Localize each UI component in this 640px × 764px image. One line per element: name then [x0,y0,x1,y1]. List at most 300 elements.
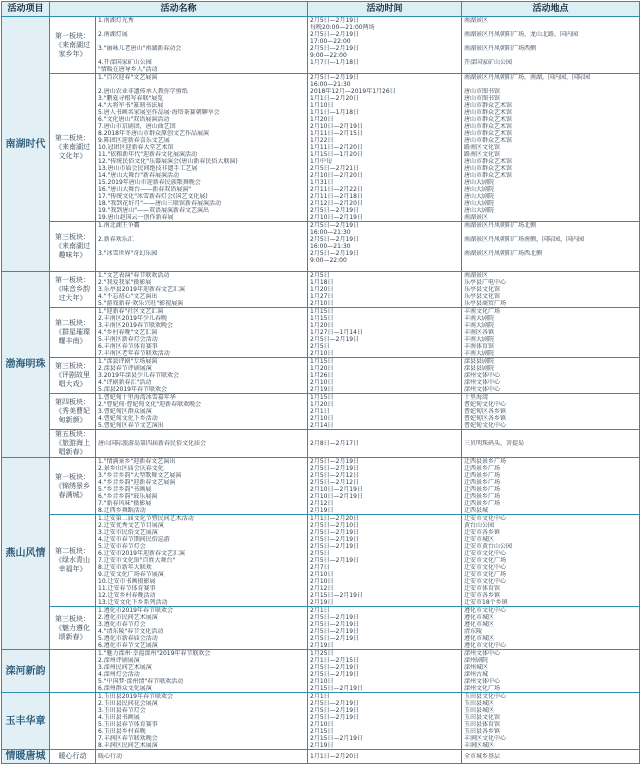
activity-location: 滦县县剧院 [464,365,495,372]
activity-name: 3.迁安市民俗文艺展演 [98,529,158,536]
activity-name: 9.陈团区迎新春喜乐文艺展 [98,137,170,144]
activity-location: 丰南大剧院 [464,322,495,329]
section-label: 第一板块：《味音乡韵过大年》 [50,272,96,308]
activity-location: 南湖景区丹凤朝阳广场，龙山北路，国内园 [464,31,579,38]
activity-name: 5.遵化市新春庙会活动 [98,635,158,642]
activity-location: 曹妃甸文化中心 [464,401,507,408]
activity-location: 丰南区各镇 [464,329,495,336]
activity-name: 4."乡村春晚"文艺汇演 [98,329,158,336]
activity-name: 2.新春欢乐汇 [98,236,134,243]
activity-name: 6."乡音乡韵"鼓乐展演 [98,493,158,500]
activity-location: 丰南大剧院 [464,350,495,357]
activity-location: 迁安市各乡镇 [464,592,501,599]
activity-times [308,607,462,650]
activity-location: 南湖景区 [464,272,489,279]
activity-time: 1月1日—1月18日 [310,109,360,116]
activity-time: 2月1日 [310,693,330,700]
section-row [2,607,640,650]
activity-time: 2月14日 [310,422,334,429]
activity-name: 2.迁安优秀文艺节目展演 [98,522,164,529]
activity-time: 2月10日—2月19日 [310,493,363,500]
activity-time: 16:00—21:30 [310,243,351,250]
activity-time: 1月22日 [310,137,334,144]
activity-time: 2月11日—2月18日 [310,193,363,200]
activity-time: 每晚20:00—21:00两场 [310,24,375,31]
activity-location: 滦州文体中心 [464,379,501,386]
activity-time: 2月10日—2月19日 [310,123,363,130]
project-row [2,650,640,693]
activity-name: "情暖在唐导乡人"活动 [98,66,158,73]
activity-names [96,222,308,272]
activity-time: 1月11日—2月20日 [310,144,363,151]
activity-location: 唐山大剧院 [464,193,495,200]
activity-time: 2月1日 [310,408,330,415]
activity-time: 2月10日 [310,571,334,578]
activity-name: 4."不忘初心"文艺演出 [98,293,158,300]
activity-location: 开滦国家矿山公园 [464,59,513,66]
table-body [2,17,640,764]
activity-name: 7.丰南区老年春节联欢活动 [98,350,170,357]
activity-time: 2月10日 [310,379,334,386]
section-label: 第二板块：《群星璀璨耀丰南》 [50,308,96,358]
activity-time: 2月5日—2月19日 [310,700,360,707]
activity-location: 唐山大剧院 [464,186,495,193]
activity-name: 8.2018年冬唐山市群众原创文艺作品展演 [98,130,209,137]
activity-location: 唐山市群众艺术馆 [464,165,513,172]
activity-location [464,66,637,73]
activity-time: 2月8日—2月17日 [310,440,360,447]
section-label: 暖心行动 [50,750,96,764]
activity-name: 暖心行动 [98,753,123,760]
activity-time: 2月5日—2月19日 [310,236,360,243]
activity-name: 5.玉田县春节体育赛事 [98,721,158,728]
section-label: 第三板块：《魅力遵化颂新春》 [50,607,96,650]
activity-location: 滦州文化广场 [464,685,501,692]
activity-location: 迁安市体育馆 [464,585,501,592]
activity-location: 滦县县剧院 [464,358,495,365]
activity-location: 唐山市群众艺术馆 [464,158,513,165]
activity-location: 三贝明珠码头，菩提岛 [464,440,525,447]
activity-time: 1月20日 [310,286,334,293]
activity-time: 1月中旬 [310,158,332,165]
activity-location: 迁安市文化广场 [464,571,507,578]
activity-location: 唐山市群众艺术馆 [464,172,513,179]
activity-name [98,52,305,59]
activity-time: 1月27日—1月14日 [310,329,363,336]
activity-location: 南湖景区丹凤朝阳广场北侧 [464,222,537,229]
activity-location: 南湖景区 [464,214,489,221]
activity-name: 10.冠团区迎新春大堂艺术馆 [98,144,174,151]
activity-location: 唐山市群众艺术馆 [464,109,513,116]
activity-location: 迁安市文化广场 [464,557,507,564]
activity-location: 唐山市群众艺术馆 [464,130,513,137]
activity-time: 2月15日—2月19日 [310,685,363,692]
activity-times [308,272,462,308]
project-row [2,750,640,764]
activity-location: 唐山大剧院 [464,179,495,186]
activity-time: 2月1日 [310,607,330,614]
activity-name: 19.唐山赵国云一创作新春展 [98,214,174,221]
project-title: 渤海明珠 [2,272,50,458]
activity-times [308,308,462,358]
activity-location: 乐亭县广电中心 [464,279,507,286]
activity-name: 5."乡音乡韵"书画展 [98,486,152,493]
activity-location: 路南区文化馆 [464,144,501,151]
activity-name: 1.曹妃甸十里海湾冰雪嘉年华 [98,394,176,401]
activity-time: 2月5日 [310,272,330,279]
activity-name: 11."依粮新年代"迎新春文化展演活动 [98,151,198,158]
activity-names [96,358,308,394]
activity-name: 1."迎新春"社区文艺汇演 [98,308,164,315]
activity-location: 丰南大剧院 [464,315,495,322]
activity-name: 8.迁安市新年大联欢 [98,564,152,571]
activity-location: 南湖景区丹凤朝阳广场，南湖，国内园，国际园 [464,74,591,81]
activity-times [308,458,462,515]
activity-time: 2月5日—2月19日 [310,664,360,671]
activity-name: 2.南湖灯展 [98,31,128,38]
activity-time: 2月19日 [310,507,334,514]
project-title: 燕山风情 [2,458,50,650]
section-label: 第三板块：《来南湖过趣味年》 [50,222,96,272]
activity-name: 13.迁安文化下乡系列活动 [98,599,168,606]
activity-names [96,693,308,750]
activity-location: 迁安市文化中心 [464,550,507,557]
activity-name [98,243,305,250]
activity-location: 迁西县景乡广场 [464,458,507,465]
activity-time: 1月20日 [310,365,334,372]
activity-name [98,257,305,264]
activity-name: 2."曹妃甸·曹妃甸文化"迎新春联欢晚会 [98,401,202,408]
activity-time [310,66,459,73]
activity-name: 5.唐人书画名家展室作品展·海塔茶赛朝聊享会 [98,109,220,116]
activity-location [464,81,637,88]
activity-location: 迁安市各乡镇 [464,529,501,536]
activity-time: 2月5日—2月19日 [310,536,360,543]
header-location: 活动地点 [462,2,640,17]
activity-names [96,74,308,222]
activity-name: 4."评剧新春汇"活动 [98,379,152,386]
activity-locations [462,750,640,764]
activity-location: 唐山大剧院 [464,207,495,214]
activity-location: 迁安市文化中心 [464,515,507,522]
activity-name: 1.玉田县2019年春节联欢会 [98,693,173,700]
activity-time: 2月5日—2月19日 [310,621,360,628]
activity-location: 唐山市图书馆 [464,95,501,102]
section-row [2,430,640,458]
activity-name: 6.迁安市2019年迎新春文艺汇演 [98,550,185,557]
activity-location: 迁安市文化中心 [464,578,507,585]
activity-name: 3.遵化市春节灯会 [98,621,146,628]
section-row [2,515,640,607]
activity-locations [462,358,640,394]
activity-time: 2月5日—2月12日 [310,472,360,479]
activity-name: 3."鹏夏寻根写春联"展览 [98,95,164,102]
activity-time: 2月19日 [310,642,334,649]
activity-location [464,24,637,31]
section-label [50,650,96,693]
activity-name: 15.2019年唐山市迎新春民族歌舞晚会 [98,179,201,186]
activity-locations [462,308,640,358]
section-row [2,74,640,222]
activity-time: 2月5日—2月19日 [310,628,360,635]
activity-name: 5."中国梦·滦州情"春节联欢活动 [98,678,184,685]
activity-time: 2月5日—2月19日 [310,714,360,721]
activity-time: 1月27日 [310,293,334,300]
activity-time: 2月5日—2月19日 [310,458,360,465]
activity-location: 丰润区文化中心 [464,735,507,742]
activity-names [96,308,308,358]
project-title: 南湖时代 [2,17,50,272]
activity-times [308,515,462,607]
activity-location: 滦州剧院 [464,657,489,664]
activity-location: 唐山市图书馆 [464,88,501,95]
activity-location: 乐亭县商贸广场 [464,300,507,307]
activity-name: 13.唐山市庙会民间绝技非遗手工艺展 [98,165,198,172]
activity-name: 3."乡音乡韵"大型歌舞文艺展演 [98,472,182,479]
activity-time: 2月19日 [310,742,334,749]
activity-time: 2月5日—2月19日 [310,671,360,678]
activity-name: 2.唐山农业非遗传承人教你学剪纸 [98,88,188,95]
activity-name: 18."我到花好月"——唐山三联馆新春展演活动 [98,200,222,207]
activity-name: 6.滦州群众文化展演 [98,685,152,692]
header-time: 活动时间 [308,2,462,17]
activity-name: 6.丰南区春节体育赛事 [98,343,158,350]
activity-location: 路南区文化馆 [464,151,501,158]
activity-time: 2018年12月—2019年1月26日 [310,88,396,95]
activity-location: 玉田县城区 [464,700,495,707]
activity-location: 曹妃甸区各乡镇 [464,415,507,422]
activity-location: 唐山市群众艺术馆 [464,137,513,144]
activity-name: 3.滦州民间艺术展演 [98,664,152,671]
activity-time: 2月5日—2月19日 [310,529,360,536]
activity-locations [462,693,640,750]
activity-name: 7."新春风味"摄影展 [98,500,152,507]
activity-name: 3.2019年滦县少儿春节联欢会 [98,372,179,379]
activity-location: 滦州文体中心 [464,650,501,657]
activity-table [1,1,640,764]
activity-name: 1.迁安第二届文化节暨民间艺术活动 [98,515,194,522]
activity-time: 2月10日—2月19日 [310,486,363,493]
activity-location: 全市城乡基层 [464,753,501,760]
activity-time: 2月5日—2月19日 [310,543,360,550]
activity-times [308,693,462,750]
activity-time: 2月5日—2月19日 [310,31,360,38]
project-title: 玉丰华章 [2,693,50,750]
activity-time: 2月10日—2月20日 [310,172,363,179]
activity-times [308,430,462,458]
header-row [2,2,640,17]
activity-locations [462,650,640,693]
activity-name: 4.开滦国家矿山公园 [98,59,152,66]
activity-location: 遵化市城区 [464,621,495,628]
activity-time: 1月11日—2月15日 [310,130,363,137]
project-row [2,17,640,74]
activity-time: 2月5日—2月21日 [310,165,360,172]
activity-location: 南湖景区 [464,17,489,24]
activity-name [98,24,305,31]
activity-location: 唐山市群众艺术馆 [464,102,513,109]
activity-name: 3.曹妃甸区群众展演 [98,408,152,415]
activity-time: 2月15日 [310,728,334,735]
activity-location: 玉田县各乡镇 [464,728,501,735]
activity-time: 9:00—22:00 [310,52,347,59]
activity-time: 2月15日—2月19日 [310,592,363,599]
activity-name: 2.景乡山区庙会庆春文化 [98,465,164,472]
section-label [50,693,96,750]
activity-locations [462,74,640,222]
activity-names [96,394,308,430]
activity-location [464,38,637,45]
activity-location: 南湖景区丹凤朝阳广场西北侧 [464,250,543,257]
section-label: 第二板块：《来南湖过文化年》 [50,74,96,222]
activity-time: 1月31日 [310,179,334,186]
activity-time: 2月11日—2月22日 [310,186,363,193]
activity-location: 曹妃甸区各乡镇 [464,408,507,415]
activity-time: 2月7日 [310,564,330,571]
activity-time: 1月1日—2月20日 [310,95,360,102]
activity-location: 滦州城区 [464,664,489,671]
activity-name: 4."大将军书"篆刻书法展 [98,102,164,109]
activity-name: 1.南北湖王争霸 [98,222,140,229]
activity-name [98,264,305,271]
activity-location: 南湖景区丹凤朝阳广场西侧 [464,45,537,52]
activity-time: 2月5日—2月19日 [310,635,360,642]
activity-location: 丰南大剧院 [464,336,495,343]
activity-time: 2月15日—2月19日 [310,735,363,742]
activity-time: 2月12日 [310,500,334,507]
activity-time: 2月10日 [310,678,334,685]
activity-name: 8.迁西乡舞蹈活动 [98,507,146,514]
activity-name: 1.南湖灯光秀 [98,17,134,24]
activity-time: 2月5日—2月19日 [310,207,360,214]
activity-name: 3."丽咏儿老唐山"南湖新春动会 [98,45,182,52]
activity-times [308,17,462,74]
activity-times [308,74,462,222]
activity-location: 迁西景乡广场 [464,493,501,500]
section-row [2,308,640,358]
section-label: 第四板块：《秀美曹妃甸新颜》 [50,394,96,430]
activity-times [308,394,462,430]
activity-location: 曹妃甸文化中心 [464,422,507,429]
activity-time: 17:00—22:00 [310,38,351,45]
activity-name: 4.滦州灯会活动 [98,671,140,678]
activity-name: 2.遵化市民间艺术展演 [98,614,158,621]
activity-name: 5."游戏新春·欢乐兴旺"影视展演 [98,300,184,307]
activity-name: 5.滦县2019年春节联欢会 [98,386,167,393]
activity-time: 1月1日—2月20日 [310,515,360,522]
section-label: 第一板块：《锦绣景乡春满城》 [50,458,96,515]
activity-location: 黄台山公园 [464,522,495,529]
activity-name: 3.丰南区2019春节联欢晚会 [98,322,173,329]
activity-names [96,607,308,650]
section-row [2,358,640,394]
activity-time: 2月5日—2月19日 [310,707,360,714]
activity-name: 7.唐山市京剧团，唐山曲艺团 [98,123,176,130]
activity-name: 11.迁安春节体育赛事 [98,585,156,592]
activity-name: 4.玉田县书画展 [98,714,140,721]
activity-name: 唐山国际旅游岛第四届新春民俗文化庙会 [98,440,207,447]
activity-location: 丰南文化广场 [464,308,501,315]
activity-locations [462,222,640,272]
activity-time: 2月5日—2月19日 [310,465,360,472]
activity-time: 2月19日 [310,386,334,393]
activity-location: 迁安市文化中心 [464,564,507,571]
activity-time: 2月10日 [310,300,334,307]
activity-time: 1月20日 [310,116,334,123]
activity-location: 南湖景区丹凤朝阳广场南侧，国际园，国内园 [464,236,585,243]
activity-location: 遵化市文化中心 [464,642,507,649]
activity-time: 1月25日 [310,650,334,657]
activity-location: 十里海湾 [464,394,489,401]
activity-time: 16:00—21:30 [310,81,351,88]
activity-locations [462,272,640,308]
activity-location: 迁安市黄台山公园 [464,543,513,550]
activity-names [96,458,308,515]
activity-location: 唐山市群众艺术馆 [464,116,513,123]
activity-time: 1月1日—2月20日 [310,753,360,760]
activity-times [308,358,462,394]
activity-locations [462,17,640,74]
activity-name: 5.曹妃甸区春节文艺演出 [98,422,164,429]
activity-name: 4."乡音乡韵"迎新春文艺展演 [98,479,176,486]
activity-locations [462,458,640,515]
section-label: 第二板块：《绿水青山幸福年》 [50,515,96,607]
section-label: 第三板块：《评剧故里唱大戏》 [50,358,96,394]
activity-time: 2月5日—2月19日 [310,250,360,257]
activity-name: 3.乐亭县2019年迎新春文艺汇演 [98,286,185,293]
activity-name [98,229,305,236]
activity-name: 16."唐山大舞台——新春双语展演" [98,186,192,193]
activity-name: 8.丰润区民间艺术展演 [98,742,158,749]
activity-time: 9:00—22:00 [310,257,347,264]
activity-location: 唐山市群众艺术馆 [464,123,513,130]
activity-name: 2.丰南区2019年少儿春晚 [98,315,167,322]
activity-location: 滦州古城 [464,671,489,678]
activity-location [464,243,637,250]
activity-time: 2月10日—2月19日 [310,214,363,221]
activity-location [464,257,637,264]
activity-name: 4."清东陵"春节文化活动 [98,628,164,635]
activity-location [464,264,637,271]
activity-locations [462,430,640,458]
activity-time: 1月15日 [310,394,334,401]
activity-name: 1."文艺表演"春节联欢活动 [98,272,170,279]
activity-name: 14."唐山大舞台"新春展演活动 [98,172,180,179]
section-row [2,394,640,430]
activity-location: 玉田县体育馆 [464,721,501,728]
activity-name: 7.迁安市文化馆"百姓大舞台" [98,557,176,564]
activity-time: 1月15日 [310,308,334,315]
activity-name: 1.遵化市2019年春节联欢会 [98,607,173,614]
activity-location: 迁安市18个乡镇 [464,599,508,606]
activity-location: 遵化市城区 [464,614,495,621]
activity-time: 1月18日 [310,279,334,286]
activity-time: 2月10日 [310,415,334,422]
activity-name: 19."我到唐山"——双语展演新春文艺演出 [98,207,210,214]
activity-time: 1月15日—1月20日 [310,151,363,158]
activity-location: 玉田县文化馆 [464,714,501,721]
activity-time: 16:00—21:30 [310,229,351,236]
activity-time: 2月5日—2月12日 [310,479,360,486]
activity-time: 2月5日—2月19日 [310,17,360,24]
activity-name: 1."魅力滦州·幸福滦州"2019年春节联欢会 [98,650,211,657]
activity-locations [462,607,640,650]
activity-location: 迁西景乡广场 [464,465,501,472]
section-row [2,222,640,272]
activity-location: 迁西景乡广场 [464,472,501,479]
activity-location: 遵化市城区 [464,635,495,642]
project-row [2,458,640,515]
